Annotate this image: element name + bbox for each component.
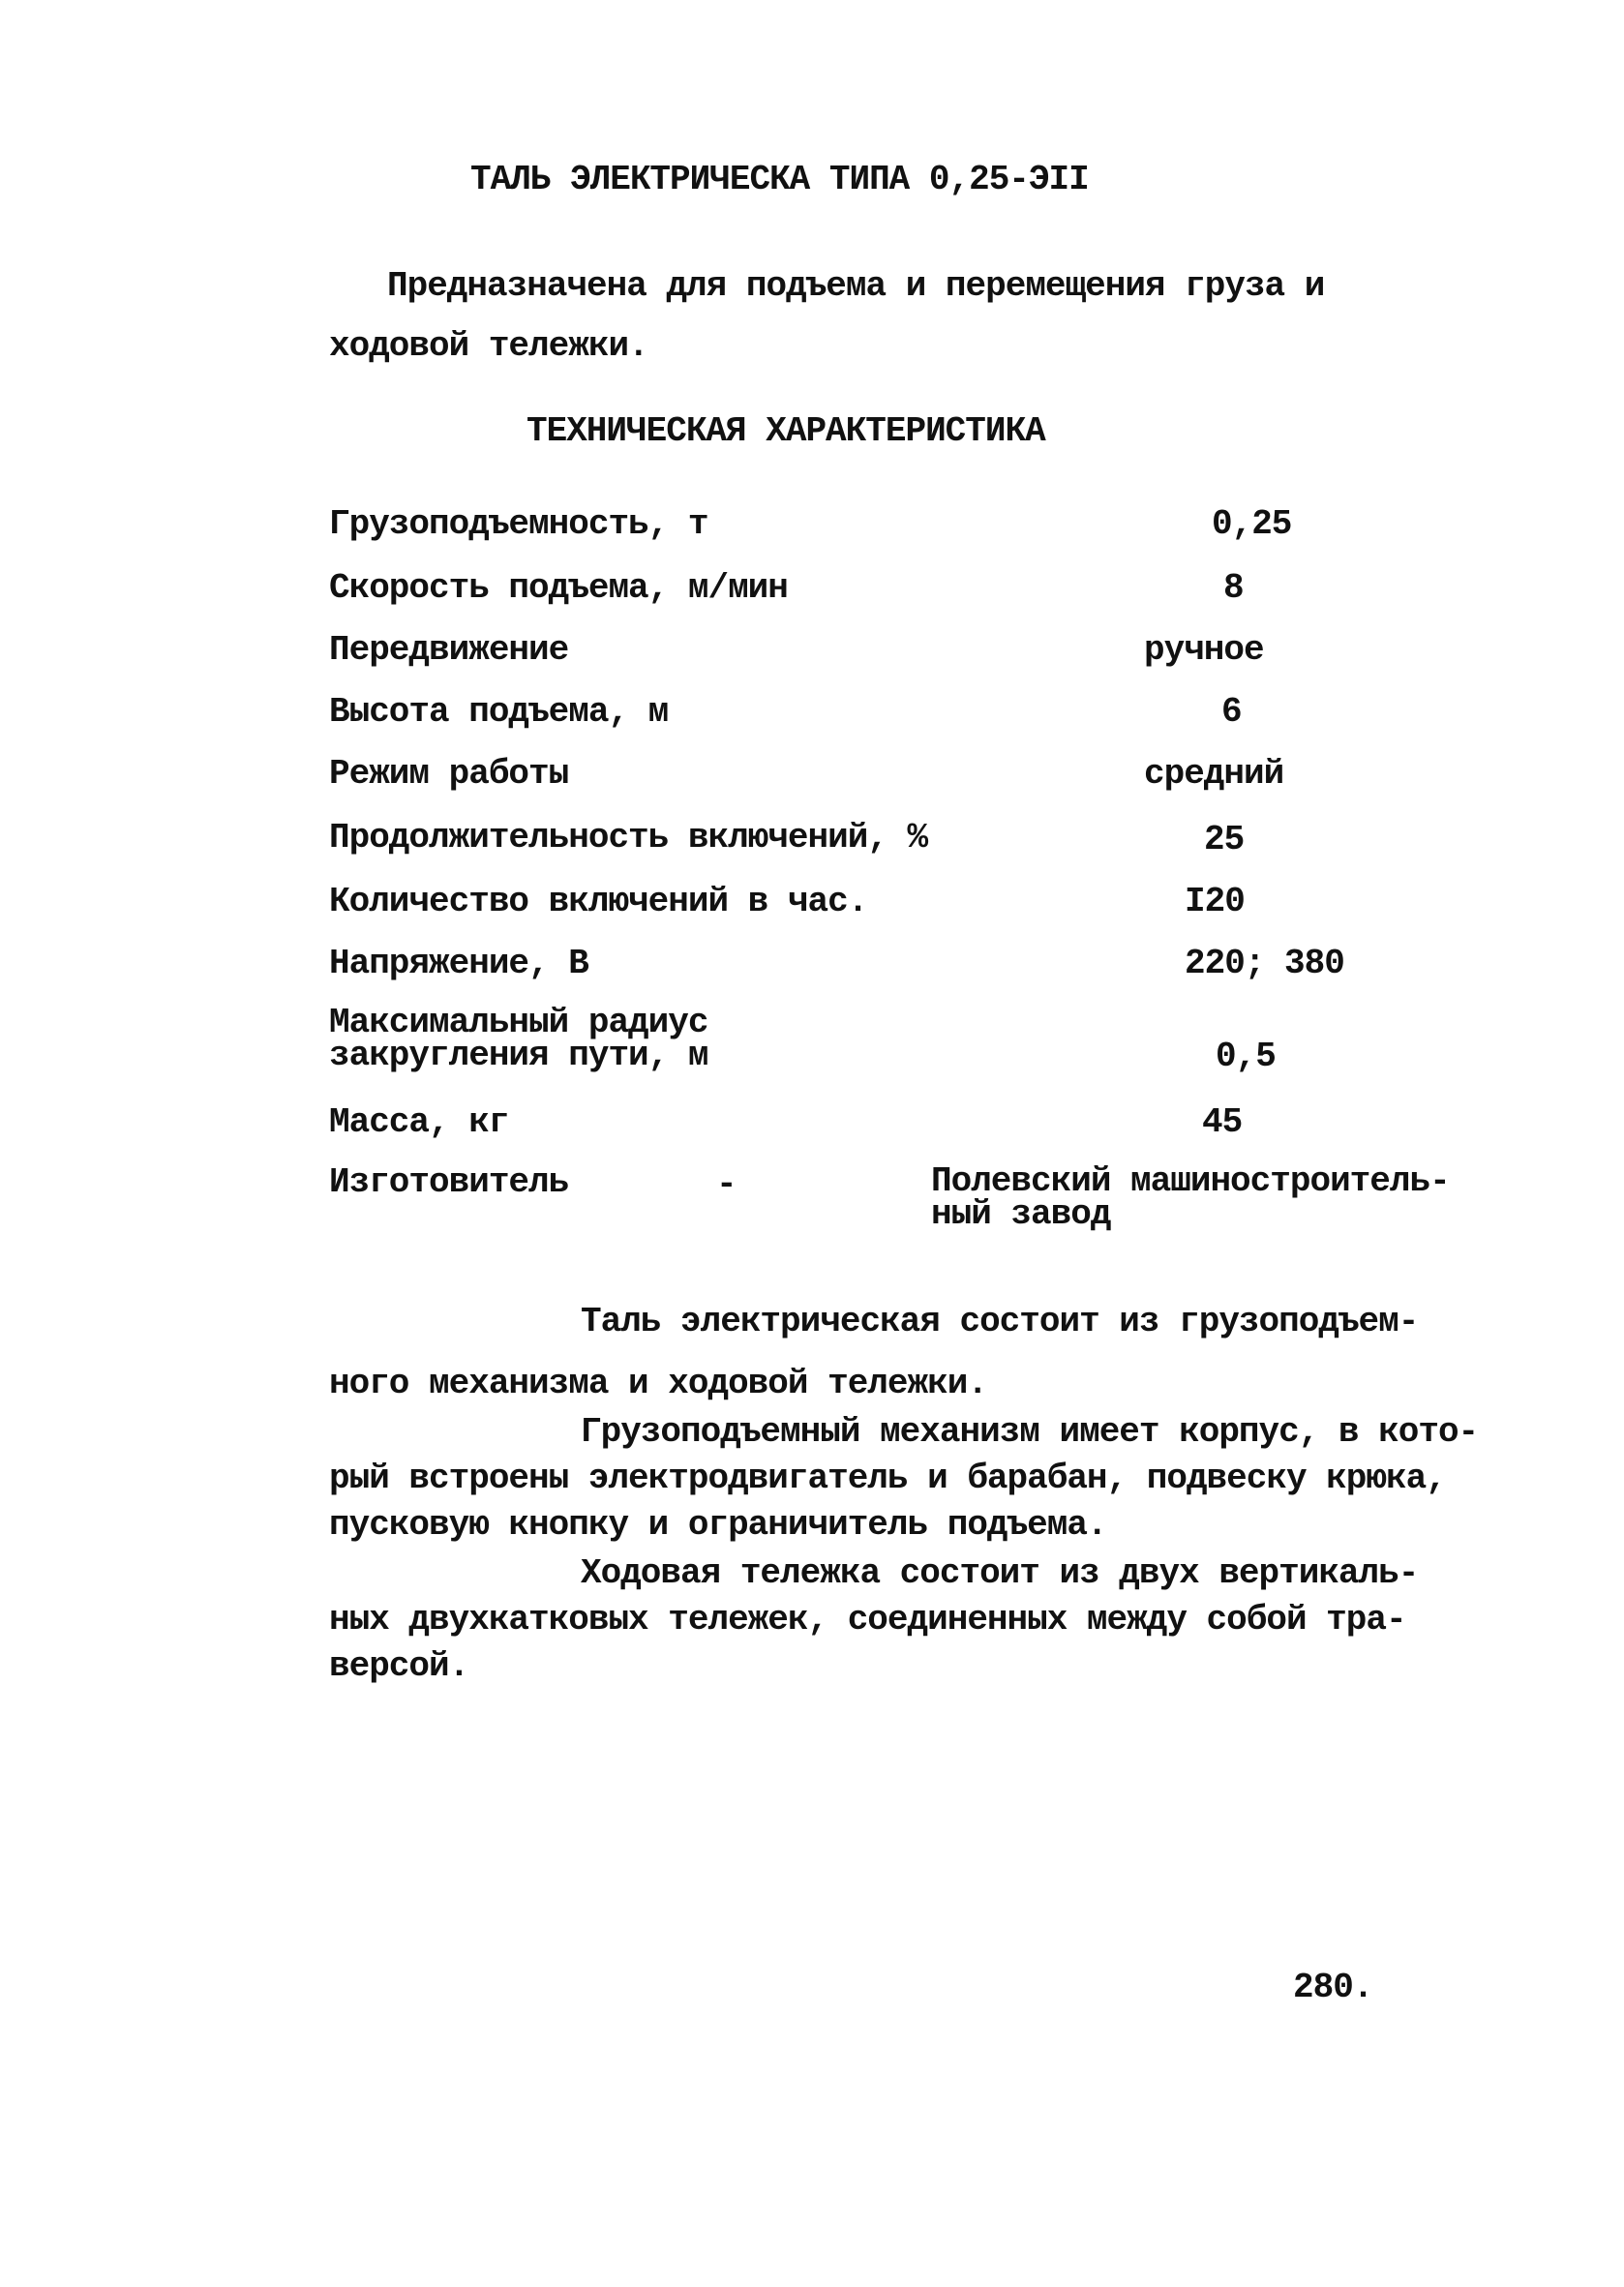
page-number: 280. — [1293, 1968, 1373, 2007]
intro-line-1: Предназначена для подъема и перемещения груза и — [387, 266, 1325, 306]
spec-value-line: ный завод — [931, 1194, 1111, 1234]
spec-label: Изготовитель — [329, 1162, 569, 1202]
spec-value: 6 — [1221, 692, 1242, 732]
paragraph-line: Грузоподъемный механизм имеет корпус, в кото- — [581, 1412, 1479, 1452]
spec-value: 0,25 — [1212, 504, 1292, 544]
spec-label — [329, 1003, 708, 1075]
intro-line-2: ходовой тележки. — [329, 326, 648, 366]
spec-value: ручное — [1144, 630, 1264, 670]
paragraph-line: ных двухкатковых тележек, соединенных между собой тра- — [329, 1600, 1406, 1640]
spec-label: Продолжительность включений, % — [329, 818, 928, 858]
spec-value — [931, 1161, 1450, 1234]
paragraph-line: пусковую кнопку и ограничитель подъема. — [329, 1505, 1107, 1545]
document-title: ТАЛЬ ЭЛЕКТРИЧЕСКА ТИПА 0,25-ЭII — [470, 160, 1089, 199]
spec-value: 0,5 — [1216, 1037, 1276, 1076]
spec-label: Масса, кг — [329, 1102, 509, 1142]
spec-value: 220; 380 — [1185, 944, 1344, 983]
paragraph-line: версой. — [329, 1646, 469, 1686]
spec-label: Грузоподъемность, т — [329, 504, 708, 544]
section-heading: ТЕХНИЧЕСКАЯ ХАРАКТЕРИСТИКА — [526, 411, 1045, 451]
spec-label: Количество включений в час. — [329, 882, 868, 921]
spec-value-line: Полевский машиностроитель- — [931, 1161, 1450, 1201]
paragraph-line: Таль электрическая состоит из грузоподъем- — [581, 1302, 1419, 1341]
paragraph-line: Ходовая тележка состоит из двух вертикаль- — [581, 1553, 1419, 1593]
paragraph-line: ного механизма и ходовой тележки. — [329, 1364, 987, 1403]
spec-label-line: Максимальный радиус — [329, 1003, 708, 1042]
spec-value: 45 — [1202, 1102, 1243, 1142]
spec-label: Высота подъема, м — [329, 692, 669, 732]
paragraph-line: рый встроены электродвигатель и барабан, подвеску крюка, — [329, 1459, 1446, 1498]
spec-label-line: закругления пути, м — [329, 1036, 708, 1075]
spec-value: 25 — [1204, 820, 1245, 859]
spec-dash: - — [716, 1164, 737, 1204]
spec-value: 8 — [1223, 568, 1244, 608]
spec-label: Напряжение, В — [329, 944, 588, 983]
spec-label: Скорость подъема, м/мин — [329, 568, 788, 608]
spec-value: I20 — [1185, 882, 1245, 921]
spec-value: средний — [1144, 754, 1284, 794]
spec-label: Передвижение — [329, 630, 569, 670]
spec-label: Режим работы — [329, 754, 569, 794]
